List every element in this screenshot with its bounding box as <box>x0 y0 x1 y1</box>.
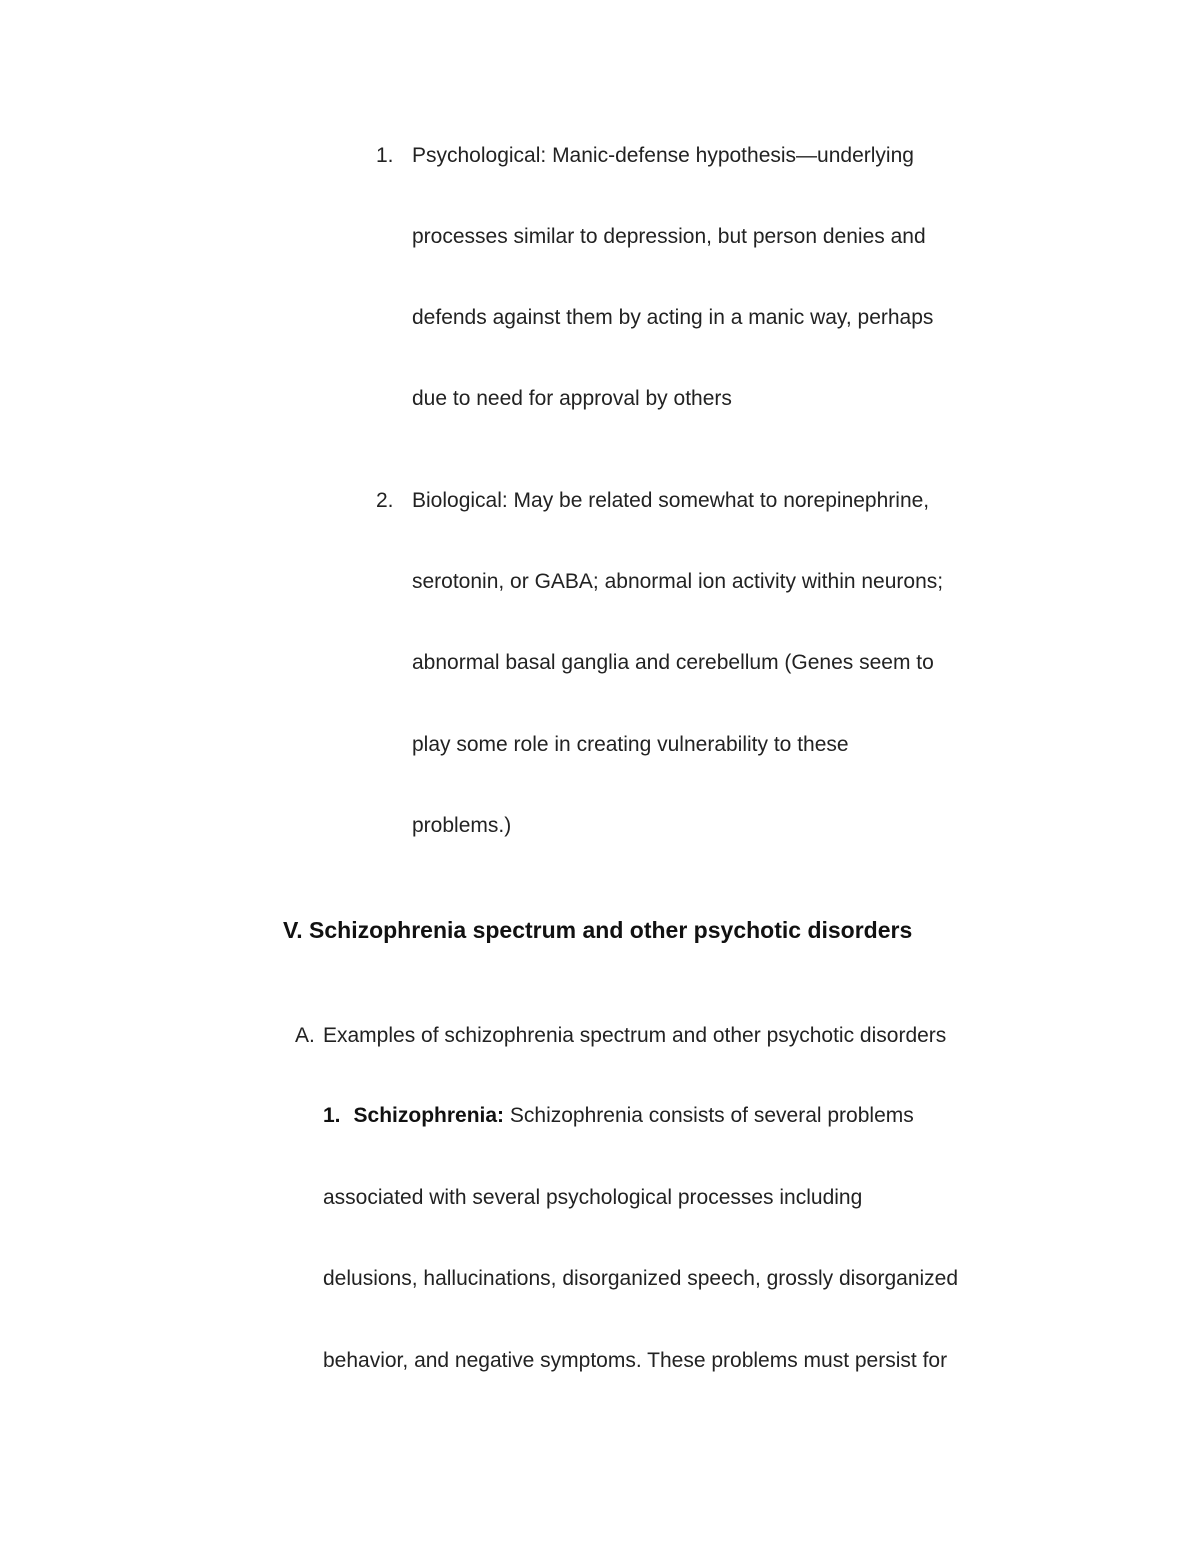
schizophrenia-text: Schizophrenia consists of several problems <box>504 1104 914 1127</box>
list-item-text-line: due to need for approval by others <box>412 387 732 410</box>
list-item-text-line: processes similar to depression, but person denies and <box>412 225 926 248</box>
list-item-text-line: abnormal basal ganglia and cerebellum (Genes seem to <box>412 651 934 674</box>
schizophrenia-text-line: behavior, and negative symptoms. These problems must persist for <box>323 1349 948 1372</box>
schizophrenia-term: Schizophrenia: <box>353 1104 505 1127</box>
list-item-text-line: Biological: May be related somewhat to norepinephrine, <box>412 489 930 512</box>
list-item-text-line: Psychological: Manic-defense hypothesis—underlying <box>412 144 914 167</box>
schizophrenia-text-line: delusions, hallucinations, disorganized speech, grossly disorganized <box>323 1267 959 1290</box>
list-item-text-line: problems.) <box>412 814 512 837</box>
list-item-number: 1. <box>376 144 394 167</box>
list-item-number: 2. <box>376 489 394 512</box>
subsection-text: Examples of schizophrenia spectrum and other psychotic disorders <box>323 1024 947 1047</box>
list-item-text-line: serotonin, or GABA; abnormal ion activity within neurons; <box>412 570 944 593</box>
list-item-text-line: defends against them by acting in a manic way, perhaps <box>412 306 934 329</box>
section-heading: V. Schizophrenia spectrum and other psychotic disorders <box>283 917 913 943</box>
schizophrenia-text-line: associated with several psychological processes including <box>323 1186 863 1209</box>
schizophrenia-paragraph-first-line <box>323 1103 914 1129</box>
list-item-text-line: play some role in creating vulnerability to these <box>412 733 849 756</box>
subsection-letter: A. <box>295 1024 315 1047</box>
schizophrenia-number: 1. <box>323 1104 341 1127</box>
